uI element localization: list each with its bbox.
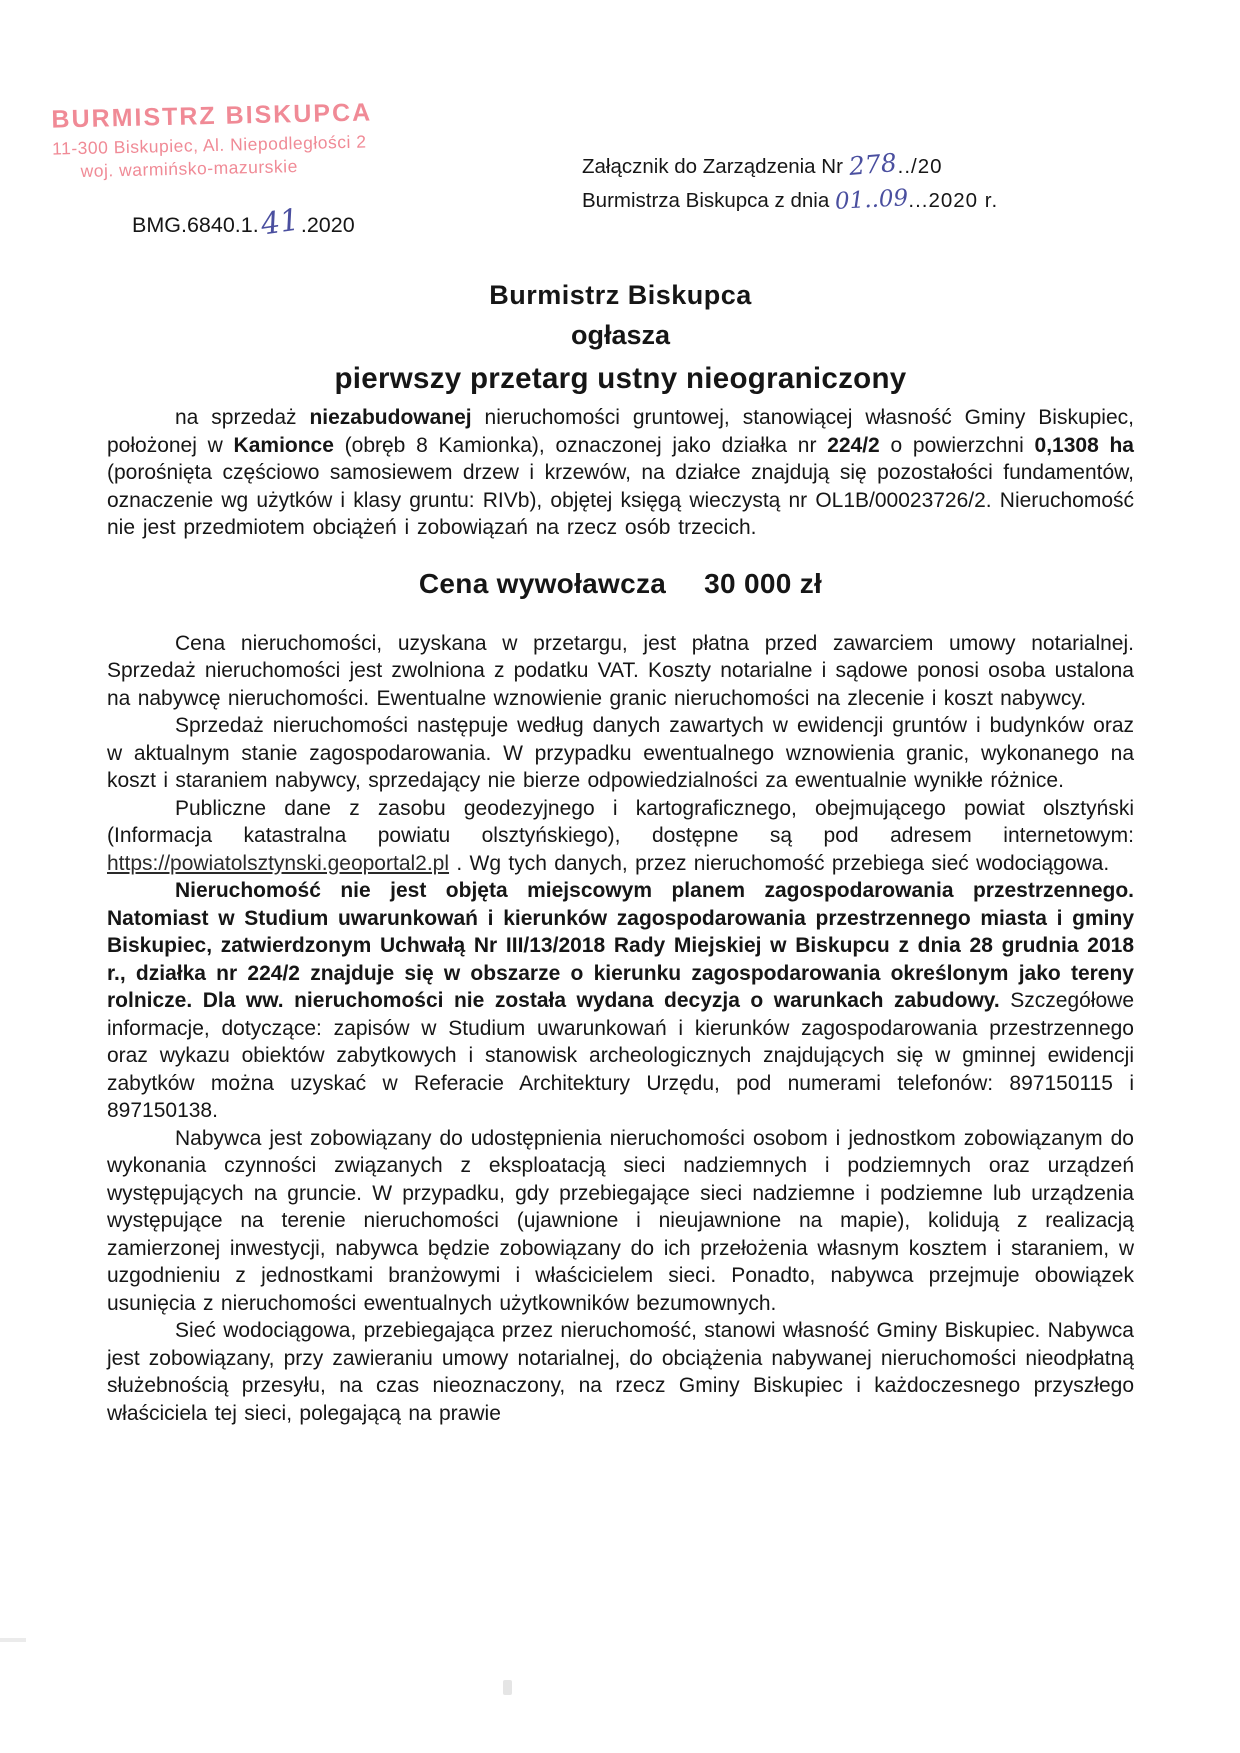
annex-line-2-text: Burmistrza Biskupca z dnia [582, 188, 830, 212]
intro-section [107, 404, 1134, 542]
heading-issuer: Burmistrz Biskupca [489, 280, 752, 310]
text-segment: Cena nieruchomości, uzyskana w przetargu, jest płatna przed zawarciem umowy notarialnej. Sprzedaż nieruchomości jest zwolniona z podatku VAT. Koszty notarialne i sądowe ponosi osoba ustalona na nabywcę nieruchomości. Ewentualne wznowienie granic nieruchomości na zlecenie i koszt nabywcy. [107, 631, 1134, 710]
reference-number [132, 202, 355, 243]
text-segment: 224/2 [827, 433, 880, 457]
annex-line-1-suffix: ../20 [897, 155, 943, 178]
price-heading [107, 568, 1134, 600]
annex-line-2 [582, 183, 998, 217]
paragraph-price-terms [107, 630, 1134, 713]
geoportal-url: https://powiatolsztynski.geoportal2.pl [107, 851, 450, 875]
scan-artifact-smudge [503, 1680, 512, 1695]
text-segment: . Wg tych danych, przez nieruchomość przebiega sieć wodociągowa. [449, 851, 1110, 875]
text-segment: Kamionce [233, 433, 334, 457]
scan-artifact-edge [0, 1638, 26, 1642]
heading-auction-title: pierwszy przetarg ustny nieograniczony [334, 362, 907, 395]
text-segment: o powierzchni [879, 433, 1035, 457]
text-segment: niezabudowanej [309, 406, 472, 429]
official-stamp [51, 96, 373, 184]
price-value: 30 000 zł [704, 567, 823, 599]
text-segment: Nabywca jest zobowiązany do udostępnienia nieruchomości osobom i jednostkom zobowiązanym do wykonania czynności związanych z eksploatacją sieci nadziemnych i podziemnych oraz urządzeń występujących na gruncie. W przypadku, gdy przebiegające sieci nadziemne i podziemne lub urządzenia występujące na terenie nieruchomości (ujawnione i nieujawnione na mapie), kolidują z realizacją zamierzonej inwestycji, nabywca będzie zobowiązany do ich przełożenia własnym kosztem i staraniem, w uzgodnieniu z jednostkami branżowymi i właścicielem sieci. Ponadto, nabywca przejmuje obowiązek usunięcia z nieruchomości ewentualnych użytkowników bezumownych. [107, 1126, 1134, 1315]
stamp-line: 11-300 Biskupiec, Al. Niepodległości 2 [51, 131, 367, 159]
handwritten-case-number: 41 [258, 202, 302, 243]
paragraph-sale-data [107, 712, 1134, 795]
paragraphs-section [107, 630, 1134, 1428]
paragraph-water-network [107, 1317, 1134, 1427]
text-segment: (porośnięta częściowo samosiewem drzew i krzewów, na działce znajdują się pozostałości fundamentów, oznaczenie wg użytków i klasy gruntu: RIVb), objętej księgą wieczystą nr OL1B/00023726/2. Nieruchomość nie jest przedmiotem obciążeń i zobowiązań na rzecz osób trzecich. [107, 461, 1134, 539]
text-segment: 0,1308 ha [1034, 433, 1134, 457]
text-segment: Nieruchomość nie jest objęta miejscowym planem zagospodarowania przestrzennego. Natomiast w Studium uwarunkowań i kierunków zagospodarowania przestrzennego miasta i gminy Biskupiec, zatwierdzonym Uchwałą Nr III/13/2018 Rady Miejskiej w Biskupcu z dnia 28 grudnia 2018 r., działka nr 224/2 znajduje się w obszarze o kierunku zagospodarowania określonym jako tereny rolnicze. Dla ww. nieruchomości nie została wydana decyzja o warunkach zabudowy. [107, 879, 1134, 1012]
document-body [107, 280, 1134, 1427]
handwritten-ordinance-number: 278 [847, 147, 898, 182]
stamp-line: woj. warmińsko-mazurskie [80, 156, 299, 182]
handwritten-date: 01..09 [834, 184, 910, 215]
heading-announces: ogłasza [570, 320, 671, 350]
text-segment: Szczegółowe informacje, dotyczące: zapisów w Studium uwarunkowań i kierunków zagospodarowania przestrzennego oraz wykazu obiektów zabytkowych i stanowisk archeologicznych znajdujących się w gminnej ewidencji zabytków można uzyskać w Referacie Architektury Urzędu, pod numerami telefonów: 897150115 i 897150138. [107, 989, 1134, 1122]
stamp-line: BURMISTRZ BISKUPCA [51, 98, 373, 134]
text-segment: Sprzedaż nieruchomości następuje według danych zawartych w ewidencji gruntów i budynków oraz w aktualnym stanie zagospodarowania. W przypadku ewentualnego wznowienia granic, wykonanego na koszt i staraniem nabywcy, sprzedający nie bierze odpowiedzialności za ewentualnie wynikłe różnice. [107, 714, 1134, 792]
paragraph-buyer-obligations [107, 1125, 1134, 1318]
annex-note [582, 146, 998, 217]
text-segment: nieruchomości gruntowej, stanowiącej własność Gminy Biskupiec, położonej w [107, 406, 1134, 457]
text-segment: Publiczne dane z zasobu geodezyjnego i kartograficznego, obejmującego powiat olsztyński (Informacja katastralna powiatu olsztyńskiego), dostępne są pod adresem internetowym: [107, 796, 1134, 847]
annex-line-1-text: Załącznik do Zarządzenia Nr [582, 155, 843, 178]
annex-line-2-suffix: ...2020 r. [908, 188, 999, 212]
paragraph-geoportal [107, 795, 1134, 878]
reference-number-prefix: BMG.6840.1. [132, 213, 259, 237]
text-segment: Sieć wodociągowa, przebiegająca przez nieruchomość, stanowi własność Gminy Biskupiec. Nabywca jest zobowiązany, przy zawieraniu umowy notarialnej, do obciążenia nabywanej nieruchomości nieodpłatną służebnością przesyłu, na czas nieoznaczony, na rzecz Gminy Biskupiec i każdoczesnego przyszłego właściciela tej sieci, polegającą na prawie [107, 1319, 1134, 1425]
price-label: Cena wywoławcza [418, 567, 667, 599]
text-segment: (obręb 8 Kamionka), oznaczonej jako działka nr [333, 433, 828, 457]
annex-line-1 [582, 146, 998, 183]
paragraph-planning [107, 877, 1134, 1125]
text-segment: na sprzedaż [175, 406, 310, 429]
intro-paragraph [107, 404, 1134, 542]
reference-number-suffix: .2020 [300, 213, 355, 237]
